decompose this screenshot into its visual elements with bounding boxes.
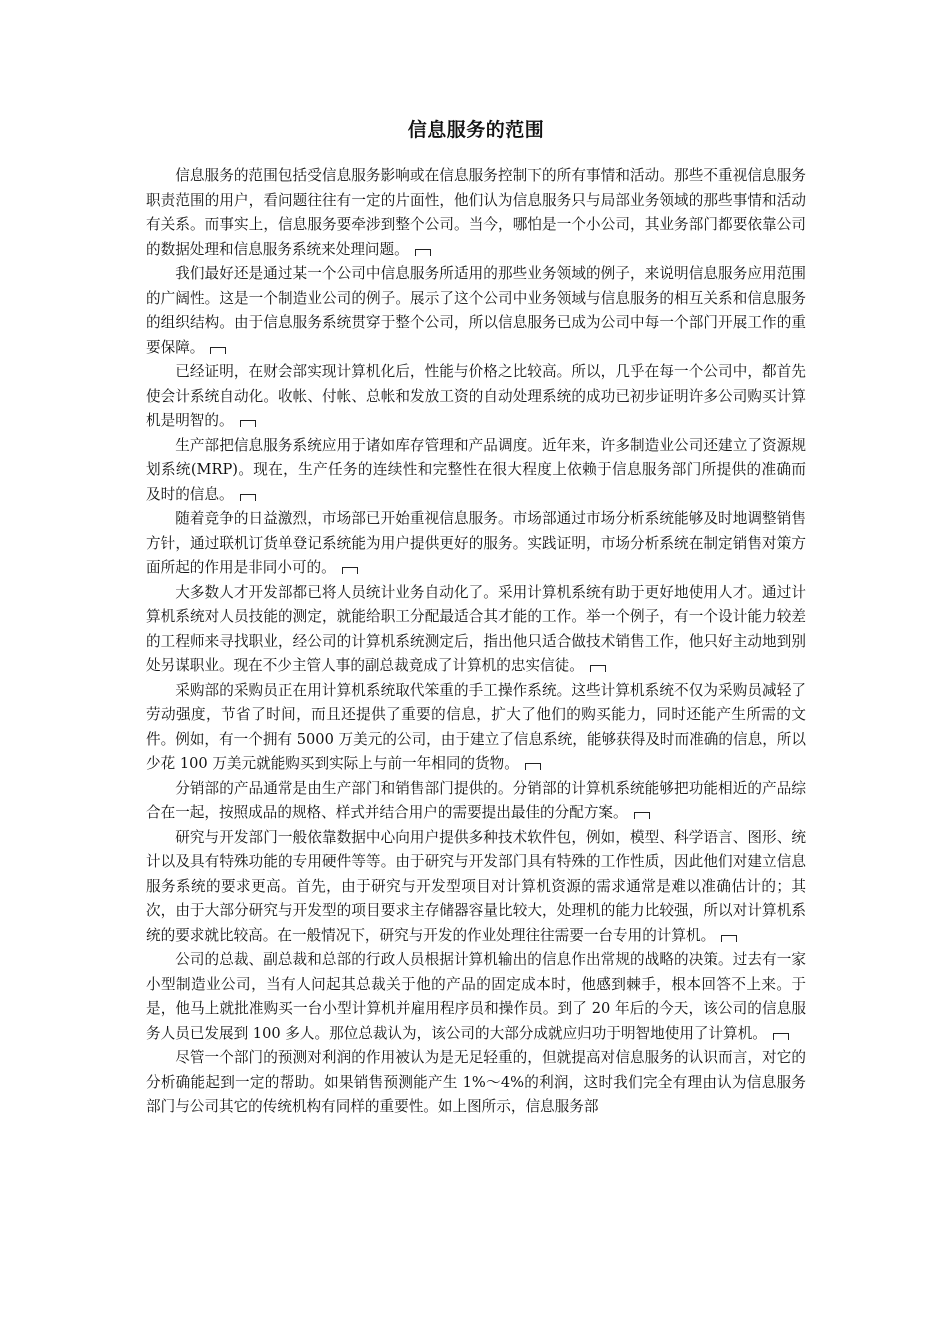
paragraph-mark-icon xyxy=(721,935,737,942)
paragraph-6-text: 大多数人才开发部都已将人员统计业务自动化了。采用计算机系统有助于更好地使用人才。通过计算机系统对人员技能的测定，就能给职工分配最适合其才能的工作。举一个例子，有一个设计能力较差的工程师来寻找职业，经公司的计算机系统测定后，指出他只适合做技术销售工作，他只好主动地到别处另谋职业。现在不少主管人事的副总裁竟成了计算机的忠实信徒。 xyxy=(146,583,806,674)
paragraph-11 xyxy=(146,1046,806,1120)
paragraph-mark-icon xyxy=(342,567,358,574)
paragraph-10 xyxy=(146,948,806,1046)
paragraph-4-text: 生产部把信息服务系统应用于诸如库存管理和产品调度。近年来，许多制造业公司还建立了资源规划系统(MRP)。现在，生产任务的连续性和完整性在很大程度上依赖于信息服务部门所提供的准确而及时的信息。 xyxy=(146,436,806,503)
paragraph-7 xyxy=(146,679,806,777)
paragraph-3-text: 已经证明，在财会部实现计算机化后，性能与价格之比较高。所以，几乎在每一个公司中，都首先使会计系统自动化。收帐、付帐、总帐和发放工资的自动处理系统的成功已初步证明许多公司购买计算机是明智的。 xyxy=(146,363,806,429)
paragraph-6 xyxy=(146,581,806,679)
paragraph-3 xyxy=(146,360,806,434)
paragraph-mark-icon xyxy=(415,249,431,256)
paragraph-2 xyxy=(146,262,806,360)
document-title: 信息服务的范围 xyxy=(407,119,545,141)
paragraph-11-text: 尽管一个部门的预测对利润的作用被认为是无足轻重的，但就提高对信息服务的认识而言，对它的分析确能起到一定的帮助。如果销售预测能产生 1%～4%的利润，这时我们完全有理由认为信息服务部门与公司其它的传统机构有同样的重要性。如上图所示，信息服务部 xyxy=(146,1049,806,1115)
document-page xyxy=(146,112,806,1120)
paragraph-1-text: 信息服务的范围包括受信息服务影响或在信息服务控制下的所有事情和活动。那些不重视信息服务职责范围的用户，看问题往往有一定的片面性，他们认为信息服务只与局部业务领域的那些事情和活动有关系。而事实上，信息服务要牵涉到整个公司。当今，哪怕是一个小公司，其业务部门都要依靠公司的数据处理和信息服务系统来处理问题。 xyxy=(146,167,806,258)
paragraph-mark-icon xyxy=(240,494,256,501)
paragraph-8-text: 分销部的产品通常是由生产部门和销售部门提供的。分销部的计算机系统能够把功能相近的产品综合在一起，按照成品的规格、样式并结合用户的需要提出最佳的分配方案。 xyxy=(146,779,806,821)
paragraph-9 xyxy=(146,826,806,949)
paragraph-9-text: 研究与开发部门一般依靠数据中心向用户提供多种技术软件包，例如，模型、科学语言、图形、统计以及具有特殊功能的专用硬件等等。由于研究与开发部门具有特殊的工作性质，因此他们对建立信息服务系统的要求更高。首先，由于研究与开发型项目对计算机资源的需求通常是难以准确估计的；其次，由于大部分研究与开发型的项目要求主存储器容量比较大，处理机的能力比较强，所以对计算机系统的要求就比较高。在一般情况下，研究与开发的作业处理往往需要一台专用的计算机。 xyxy=(146,828,806,944)
paragraph-mark-icon xyxy=(240,420,256,427)
paragraph-mark-icon xyxy=(590,665,606,672)
paragraph-1 xyxy=(146,164,806,262)
paragraph-5-text: 随着竞争的日益激烈，市场部已开始重视信息服务。市场部通过市场分析系统能够及时地调整销售方针，通过联机订货单登记系统能为用户提供更好的服务。实践证明，市场分析系统在制定销售对策方面所起的作用是非同小可的。 xyxy=(146,510,806,576)
paragraph-4 xyxy=(146,434,806,508)
paragraph-2-text: 我们最好还是通过某一个公司中信息服务所适用的那些业务领域的例子，来说明信息服务应用范围的广阔性。这是一个制造业公司的例子。展示了这个公司中业务领域与信息服务的相互关系和信息服务的组织结构。由于信息服务系统贯穿于整个公司，所以信息服务已成为公司中每一个部门开展工作的重要保障。 xyxy=(146,265,806,356)
paragraph-mark-icon xyxy=(525,763,541,770)
paragraph-mark-icon xyxy=(634,812,650,819)
paragraph-10-text: 公司的总裁、副总裁和总部的行政人员根据计算机输出的信息作出常规的战略的决策。过去有一家小型制造业公司，当有人问起其总裁关于他的产品的固定成本时，他感到棘手，根本回答不上来。于是，他马上就批准购买一台小型计算机并雇用程序员和操作员。到了 20 年后的今天，该公司的信息服务人员已发展到 100 多人。那位总裁认为，该公司的大部分成就应归功于明智地使用了计算机。 xyxy=(146,951,806,1042)
paragraph-mark-icon xyxy=(773,1033,789,1040)
paragraph-8 xyxy=(146,777,806,826)
paragraph-mark-icon xyxy=(210,347,226,354)
paragraph-7-text: 采购部的采购员正在用计算机系统取代笨重的手工操作系统。这些计算机系统不仅为采购员减轻了劳动强度，节省了时间，而且还提供了重要的信息，扩大了他们的购买能力，同时还能产生所需的文件。例如，有一个拥有 5000 万美元的公司，由于建立了信息系统，能够获得及时而准确的信息，所以少花 100 万美元就能购买到实际上与前一年相同的货物。 xyxy=(146,681,806,772)
paragraph-5 xyxy=(146,507,806,581)
